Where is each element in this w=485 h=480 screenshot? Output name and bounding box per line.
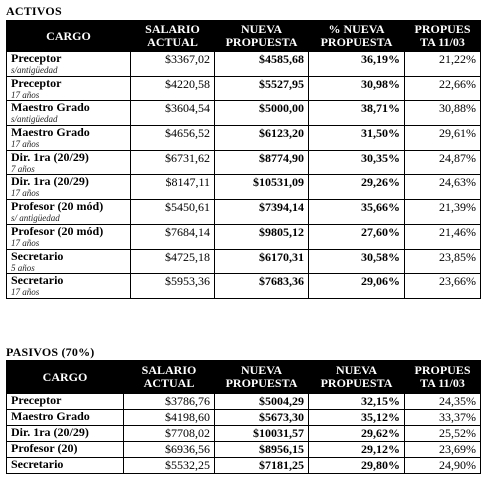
cargo-antiguedad: s/ antigüedad — [11, 213, 60, 224]
nueva-propuesta-cell: $7181,25 — [215, 458, 309, 474]
table-row — [7, 52, 481, 77]
table-row — [7, 150, 481, 175]
header-salario-actual: SALARIO ACTUAL — [124, 361, 215, 394]
cargo-cell — [7, 426, 124, 442]
pct-nueva-propuesta-cell: 29,12% — [309, 442, 405, 458]
cargo-cell — [7, 150, 131, 175]
cargo-name: Maestro Grado — [11, 100, 90, 115]
salario-actual-cell: $5450,61 — [131, 200, 215, 225]
salario-actual-cell: $4725,18 — [131, 249, 215, 274]
table-row — [7, 126, 481, 151]
cargo-antiguedad: 17 años — [11, 139, 40, 150]
pct-nueva-propuesta-cell: 35,66% — [309, 200, 405, 225]
table-row — [7, 76, 481, 101]
cargo-cell — [7, 249, 131, 274]
nueva-propuesta-cell: $5004,29 — [215, 394, 309, 410]
propuesta-11-03-cell: 23,66% — [405, 274, 481, 299]
cargo-name: Preceptor — [11, 393, 62, 407]
propuesta-11-03-cell: 30,88% — [405, 101, 481, 126]
salario-actual-cell: $4220,58 — [131, 76, 215, 101]
pct-nueva-propuesta-cell: 38,71% — [309, 101, 405, 126]
nueva-propuesta-cell: $6170,31 — [215, 249, 309, 274]
nueva-propuesta-cell: $8774,90 — [215, 150, 309, 175]
propuesta-11-03-cell: 29,61% — [405, 126, 481, 151]
pct-nueva-propuesta-cell: 35,12% — [309, 410, 405, 426]
cargo-antiguedad: 17 años — [11, 287, 40, 298]
nueva-propuesta-cell: $10031,57 — [215, 426, 309, 442]
header-nueva-propuesta-pct: NUEVA PROPUESTA — [309, 361, 405, 394]
nueva-propuesta-cell: $4585,68 — [215, 52, 309, 77]
propuesta-11-03-cell: 23,85% — [405, 249, 481, 274]
pct-nueva-propuesta-cell: 30,98% — [309, 76, 405, 101]
cargo-name: Secretario — [11, 249, 64, 263]
cargo-name: Profesor (20 mód) — [11, 199, 104, 214]
salario-actual-cell: $8147,11 — [131, 175, 215, 200]
cargo-cell — [7, 224, 131, 249]
header-salario-actual: SALARIO ACTUAL — [131, 21, 215, 52]
nueva-propuesta-cell: $10531,09 — [215, 175, 309, 200]
pct-nueva-propuesta-cell: 36,19% — [309, 52, 405, 77]
pct-nueva-propuesta-cell: 27,60% — [309, 224, 405, 249]
header-nueva-propuesta: NUEVA PROPUESTA — [215, 21, 309, 52]
header-nueva-propuesta: NUEVA PROPUESTA — [215, 361, 309, 394]
activos-header — [7, 21, 481, 52]
table-row — [7, 224, 481, 249]
cargo-cell — [7, 126, 131, 151]
cargo-cell — [7, 442, 124, 458]
table-row — [7, 200, 481, 225]
nueva-propuesta-cell: $8956,15 — [215, 442, 309, 458]
header-propuesta-11-03: PROPUES TA 11/03 — [405, 21, 481, 52]
salario-actual-cell: $4198,60 — [124, 410, 215, 426]
salario-actual-cell: $7684,14 — [131, 224, 215, 249]
propuesta-11-03-cell: 21,46% — [405, 224, 481, 249]
pct-nueva-propuesta-cell: 29,06% — [309, 274, 405, 299]
table-row — [7, 458, 481, 474]
cargo-cell — [7, 458, 124, 474]
table-row — [7, 394, 481, 410]
propuesta-11-03-cell: 21,22% — [405, 52, 481, 77]
cargo-name: Secretario — [11, 457, 64, 471]
nueva-propuesta-cell: $6123,20 — [215, 126, 309, 151]
cargo-name: Dir. 1ra (20/29) — [11, 425, 89, 439]
table-row — [7, 175, 481, 200]
nueva-propuesta-cell: $5527,95 — [215, 76, 309, 101]
cargo-name: Preceptor — [11, 51, 62, 65]
propuesta-11-03-cell: 24,35% — [405, 394, 481, 410]
nueva-propuesta-cell: $7394,14 — [215, 200, 309, 225]
table-row — [7, 442, 481, 458]
table-row — [7, 410, 481, 426]
propuesta-11-03-cell: 21,39% — [405, 200, 481, 225]
salario-actual-cell: $3786,76 — [124, 394, 215, 410]
pct-nueva-propuesta-cell: 30,58% — [309, 249, 405, 274]
cargo-antiguedad: 5 años — [11, 262, 35, 273]
pct-nueva-propuesta-cell: 29,80% — [309, 458, 405, 474]
salario-actual-cell: $5953,36 — [131, 274, 215, 299]
cargo-name: Secretario — [11, 273, 64, 288]
cargo-antiguedad: 17 años — [11, 237, 40, 248]
salario-actual-cell: $6731,62 — [131, 150, 215, 175]
cargo-cell — [7, 200, 131, 225]
cargo-antiguedad: 7 años — [11, 163, 35, 174]
activos-title: ACTIVOS — [6, 4, 62, 18]
pasivos-title: PASIVOS (70%) — [6, 345, 95, 359]
cargo-cell — [7, 52, 131, 77]
activos-table — [6, 20, 481, 299]
salario-actual-cell: $6936,56 — [124, 442, 215, 458]
propuesta-11-03-cell: 25,52% — [405, 426, 481, 442]
salario-actual-cell: $7708,02 — [124, 426, 215, 442]
cargo-name: Maestro Grado — [11, 125, 90, 140]
header-cargo: CARGO — [7, 21, 131, 52]
header-propuesta-11-03: PROPUES TA 11/03 — [405, 361, 481, 394]
cargo-antiguedad: 17 años — [11, 89, 40, 100]
propuesta-11-03-cell: 24,63% — [405, 175, 481, 200]
propuesta-11-03-cell: 22,66% — [405, 76, 481, 101]
pct-nueva-propuesta-cell: 29,26% — [309, 175, 405, 200]
nueva-propuesta-cell: $9805,12 — [215, 224, 309, 249]
header-pct-nueva-propuesta: % NUEVA PROPUESTA — [309, 21, 405, 52]
salario-actual-cell: $4656,52 — [131, 126, 215, 151]
nueva-propuesta-cell: $5673,30 — [215, 410, 309, 426]
propuesta-11-03-cell: 24,87% — [405, 150, 481, 175]
salario-actual-cell: $3367,02 — [131, 52, 215, 77]
cargo-antiguedad: s/antigüedad — [11, 114, 58, 125]
cargo-cell — [7, 274, 131, 299]
pct-nueva-propuesta-cell: 32,15% — [309, 394, 405, 410]
nueva-propuesta-cell: $7683,36 — [215, 274, 309, 299]
propuesta-11-03-cell: 23,69% — [405, 442, 481, 458]
pct-nueva-propuesta-cell: 29,62% — [309, 426, 405, 442]
nueva-propuesta-cell: $5000,00 — [215, 101, 309, 126]
cargo-antiguedad: 17 años — [11, 188, 40, 199]
cargo-cell — [7, 76, 131, 101]
table-row — [7, 274, 481, 299]
pct-nueva-propuesta-cell: 30,35% — [309, 150, 405, 175]
propuesta-11-03-cell: 33,37% — [405, 410, 481, 426]
cargo-cell — [7, 101, 131, 126]
table-row — [7, 101, 481, 126]
cargo-name: Dir. 1ra (20/29) — [11, 150, 89, 164]
salario-actual-cell: $3604,54 — [131, 101, 215, 126]
pct-nueva-propuesta-cell: 31,50% — [309, 126, 405, 151]
table-row — [7, 249, 481, 274]
pasivos-header — [7, 361, 481, 394]
pasivos-table — [6, 360, 481, 474]
cargo-name: Profesor (20 mód) — [11, 224, 104, 238]
salario-actual-cell: $5532,25 — [124, 458, 215, 474]
cargo-antiguedad: s/antigüedad — [11, 65, 58, 75]
propuesta-11-03-cell: 24,90% — [405, 458, 481, 474]
header-cargo: CARGO — [7, 361, 124, 394]
cargo-cell — [7, 175, 131, 200]
cargo-name: Preceptor — [11, 76, 62, 90]
cargo-cell — [7, 394, 124, 410]
cargo-name: Maestro Grado — [11, 409, 90, 423]
cargo-cell — [7, 410, 124, 426]
cargo-name: Profesor (20) — [11, 441, 78, 455]
table-row — [7, 426, 481, 442]
cargo-name: Dir. 1ra (20/29) — [11, 174, 89, 189]
